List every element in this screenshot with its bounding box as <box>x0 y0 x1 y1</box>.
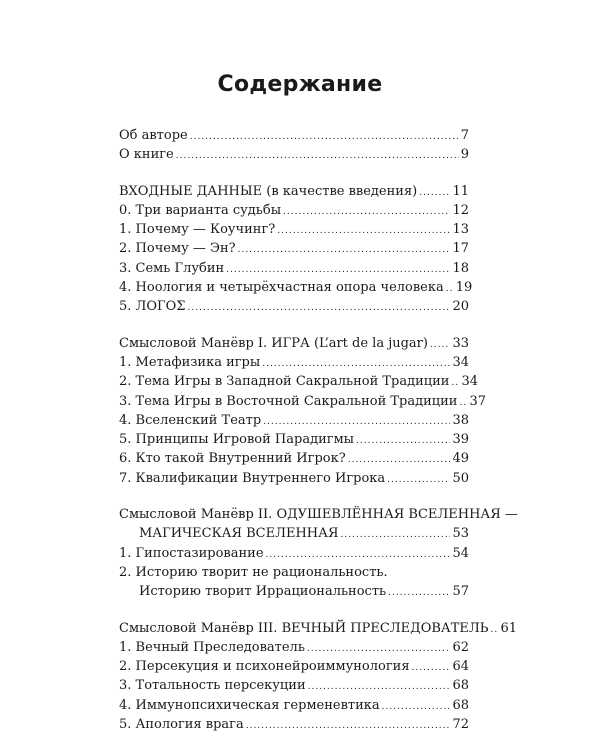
toc-entry-page: 49 <box>452 451 469 467</box>
toc-entry[interactable] <box>119 334 469 353</box>
dot-leader <box>412 659 451 678</box>
dot-leader <box>388 584 450 603</box>
dot-leader <box>277 222 450 241</box>
toc-group-introduction <box>119 182 473 317</box>
toc-group-maneuver-2 <box>119 505 518 601</box>
toc-entry-title: 2. Тема Игры в Западной Сакральной Традиции <box>119 374 450 390</box>
toc-entry-page: 37 <box>469 393 487 409</box>
toc-entry-title: Историю творит Иррациональность <box>139 584 387 600</box>
toc-entry-page: 18 <box>452 260 469 276</box>
toc-entry-page: 33 <box>452 335 469 351</box>
toc-entry-page: 34 <box>461 374 479 390</box>
toc-entry-page: 11 <box>452 183 469 199</box>
toc-entry-title: 1. Почему — Коучинг? <box>119 222 276 238</box>
toc-entry[interactable] <box>119 297 469 316</box>
toc-entry-page: 9 <box>460 147 469 163</box>
toc-entry-page: 39 <box>452 432 469 448</box>
toc-entry[interactable] <box>119 696 469 715</box>
toc-entry-title: 4. Вселенский Театр <box>119 412 262 428</box>
toc-entry-page: 61 <box>500 620 518 636</box>
toc-entry[interactable] <box>119 239 469 258</box>
toc-entry[interactable] <box>119 676 469 695</box>
toc-entry-title: 2. Персекуция и психонейроиммунология <box>119 659 410 675</box>
toc-entry-page: 20 <box>452 299 469 315</box>
toc-entry[interactable] <box>119 619 518 638</box>
page-title: Содержание <box>217 72 383 97</box>
toc-entry-title: 1. Гипостазирование <box>119 545 264 561</box>
toc-entry-page: 19 <box>455 280 473 296</box>
toc-entry-title: 1. Вечный Преследователь <box>119 639 305 655</box>
toc-entry-page: 53 <box>452 526 469 542</box>
dot-leader <box>430 336 450 355</box>
toc-entry-page: 50 <box>452 470 469 486</box>
toc-entry[interactable] <box>119 657 469 676</box>
toc-entry-page: 62 <box>452 639 469 655</box>
toc-entry-page: 13 <box>452 222 469 238</box>
toc-entry-title: 7. Квалификации Внутреннего Игрока <box>119 470 386 486</box>
toc-entry[interactable] <box>119 638 469 657</box>
toc-entry[interactable] <box>119 278 473 297</box>
toc-entry-page: 64 <box>452 659 469 675</box>
dot-leader <box>340 526 450 545</box>
toc-entry-page: 72 <box>452 717 469 733</box>
toc-entry-title: 5. ЛОГОΣ <box>119 299 186 315</box>
toc-entry-page: 17 <box>452 241 469 257</box>
toc-entry-first-line[interactable] <box>119 563 469 582</box>
table-of-contents <box>119 126 518 751</box>
toc-entry-title: 2. Почему — Эн? <box>119 241 236 257</box>
toc-entry[interactable] <box>119 524 469 543</box>
toc-entry-page: 68 <box>452 678 469 694</box>
toc-entry-page: 38 <box>452 412 469 428</box>
toc-entry[interactable] <box>119 544 469 563</box>
toc-entry-title: 3. Тотальность персекуции <box>119 678 306 694</box>
dot-leader <box>246 717 451 736</box>
dot-leader <box>188 299 451 318</box>
dot-leader <box>283 203 450 222</box>
dot-leader <box>419 184 450 203</box>
toc-entry[interactable] <box>119 372 479 391</box>
toc-entry-title: 1. Метафизика игры <box>119 354 261 370</box>
toc-entry-title: МАГИЧЕСКАЯ ВСЕЛЕННАЯ <box>139 526 339 542</box>
toc-entry-title: 6. Кто такой Внутренний Игрок? <box>119 451 346 467</box>
toc-entry-title: Об авторе <box>119 128 188 143</box>
toc-entry[interactable] <box>119 220 469 239</box>
toc-entry-title: 3. Тема Игры в Восточной Сакральной Традиции <box>119 393 458 409</box>
toc-entry[interactable] <box>119 126 469 145</box>
toc-entry-title: Смысловой Манёвр I. ИГРА (L’art de la jugar) <box>119 335 428 351</box>
toc-entry-title: 0. Три варианта судьбы <box>119 202 282 218</box>
toc-entry-page: 34 <box>452 354 469 370</box>
toc-entry-title: Смысловой Манёвр III. ВЕЧНЫЙ ПРЕСЛЕДОВАТЕЛЬ <box>119 620 489 636</box>
toc-entry-title: 2. Историю творит не рациональность. <box>119 564 388 580</box>
toc-group-front-matter <box>119 126 469 165</box>
toc-entry-heading-line[interactable] <box>119 505 518 524</box>
dot-leader <box>356 432 450 451</box>
toc-group-maneuver-3 <box>119 619 518 735</box>
toc-entry-page: 12 <box>452 202 469 218</box>
toc-entry[interactable] <box>119 259 469 278</box>
toc-entry[interactable] <box>119 430 469 449</box>
toc-entry-title: 3. Семь Глубин <box>119 260 225 276</box>
toc-entry[interactable] <box>119 449 469 468</box>
toc-entry-title: 4. Ноология и четырёхчастная опора человека <box>119 280 444 296</box>
toc-entry[interactable] <box>119 392 487 411</box>
toc-entry[interactable] <box>119 201 469 220</box>
dot-leader <box>491 621 499 640</box>
toc-entry[interactable] <box>119 353 469 372</box>
toc-entry-page: 54 <box>452 545 469 561</box>
toc-entry-page: 68 <box>452 697 469 713</box>
dot-leader <box>238 241 451 260</box>
toc-entry[interactable] <box>119 145 469 164</box>
toc-entry[interactable] <box>119 411 469 430</box>
toc-entry[interactable] <box>119 582 469 601</box>
toc-entry-page: 57 <box>452 584 469 600</box>
toc-group-maneuver-1 <box>119 334 487 488</box>
toc-entry[interactable] <box>119 715 469 734</box>
toc-entry-title: ВХОДНЫЕ ДАННЫЕ (в качестве введения) <box>119 183 418 199</box>
toc-entry-title: 4. Иммунопсихическая герменевтика <box>119 697 380 713</box>
dot-leader <box>190 128 459 147</box>
toc-entry-title: 5. Принципы Игровой Парадигмы <box>119 432 355 448</box>
toc-entry-title: Смысловой Манёвр II. ОДУШЕВЛЁННАЯ ВСЕЛЕННАЯ — <box>119 507 518 523</box>
dot-leader <box>387 471 450 490</box>
dot-leader <box>176 147 459 166</box>
toc-entry[interactable] <box>119 182 469 201</box>
dot-leader <box>382 698 451 717</box>
toc-entry-page: 7 <box>460 128 469 143</box>
toc-entry[interactable] <box>119 469 469 488</box>
toc-entry-title: О книге <box>119 147 174 163</box>
toc-entry-title: 5. Апология врага <box>119 717 244 733</box>
